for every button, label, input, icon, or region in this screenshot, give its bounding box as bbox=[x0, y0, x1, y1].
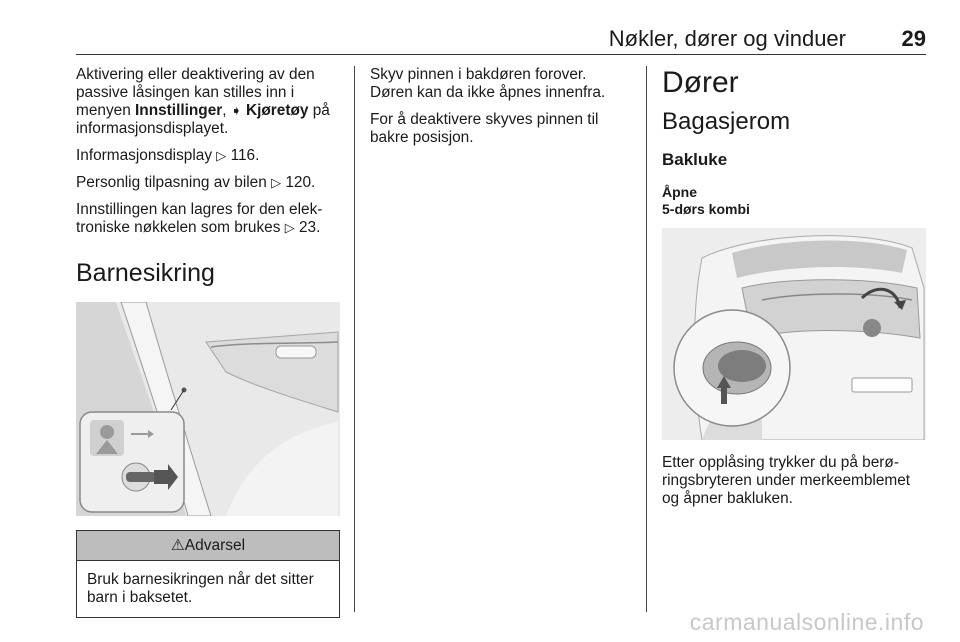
header-rule bbox=[76, 54, 926, 55]
page-number: 29 bbox=[901, 26, 926, 51]
page-header bbox=[76, 26, 926, 52]
paragraph-tailgate-open: Etter opplåsing trykker du på berøringsbryteren under merkeemblemet og åpner bakluken. bbox=[662, 454, 911, 507]
column-divider bbox=[646, 66, 647, 612]
menu-settings: Innstillinger bbox=[135, 102, 223, 119]
chapter-title: Dører bbox=[662, 66, 739, 99]
paragraph-info-display: Informasjonsdisplay ▷ 116. bbox=[76, 147, 260, 164]
paragraph-key-setting: Innstillingen kan lagres for den elektroniske nøkkelen som brukes ▷ 23. bbox=[76, 201, 323, 236]
column-1 bbox=[76, 66, 344, 618]
warning-icon: ⚠ bbox=[170, 537, 185, 554]
warning-box bbox=[76, 530, 340, 618]
warning-header bbox=[77, 531, 339, 561]
heading-variant: 5-dørs kombi bbox=[662, 201, 750, 217]
reference-icon: ▷ bbox=[271, 175, 282, 190]
tailgate-illustration bbox=[662, 228, 926, 440]
column-divider bbox=[354, 66, 355, 612]
watermark: carmanualsonline.info bbox=[689, 609, 924, 635]
child-lock-illustration bbox=[76, 302, 340, 516]
page-reference[interactable]: 116. bbox=[230, 147, 260, 164]
paragraph-child-lock-disable: For å deaktivere skyves pinnen til bakre posisjon. bbox=[370, 111, 599, 146]
section-title-trunk: Bagasjerom bbox=[662, 108, 791, 135]
menu-arrow-icon: ➧ bbox=[230, 103, 242, 118]
reference-icon: ▷ bbox=[216, 148, 227, 163]
menu-vehicle: Kjøretøy bbox=[241, 102, 309, 119]
warning-text: Bruk barnesikringen når det sitter barn i baksetet. bbox=[87, 571, 314, 606]
header-title: Nøkler, dører og vinduer bbox=[608, 26, 846, 51]
column-3 bbox=[662, 66, 930, 517]
subsection-title-tailgate: Bakluke bbox=[662, 150, 728, 169]
paragraph-passive-locking: Aktivering eller deaktivering av den passive låsingen kan stilles inn i menyen Innstillinger, ➧ Kjøretøy på informasjonsdisplayet. bbox=[76, 66, 330, 137]
reference-icon: ▷ bbox=[284, 220, 295, 235]
warning-title: Advarsel bbox=[184, 537, 246, 554]
heading-open: Åpne bbox=[662, 184, 697, 200]
column-2 bbox=[370, 66, 620, 156]
page-reference[interactable]: 120. bbox=[285, 174, 316, 191]
page-reference[interactable]: 23. bbox=[299, 219, 321, 236]
paragraph-child-lock-enable: Skyv pinnen i bakdøren forover. Døren kan da ikke åpnes innenfra. bbox=[370, 66, 606, 101]
section-title-child-lock: Barnesikring bbox=[76, 259, 215, 287]
paragraph-personalisation: Personlig tilpasning av bilen ▷ 120. bbox=[76, 174, 316, 191]
